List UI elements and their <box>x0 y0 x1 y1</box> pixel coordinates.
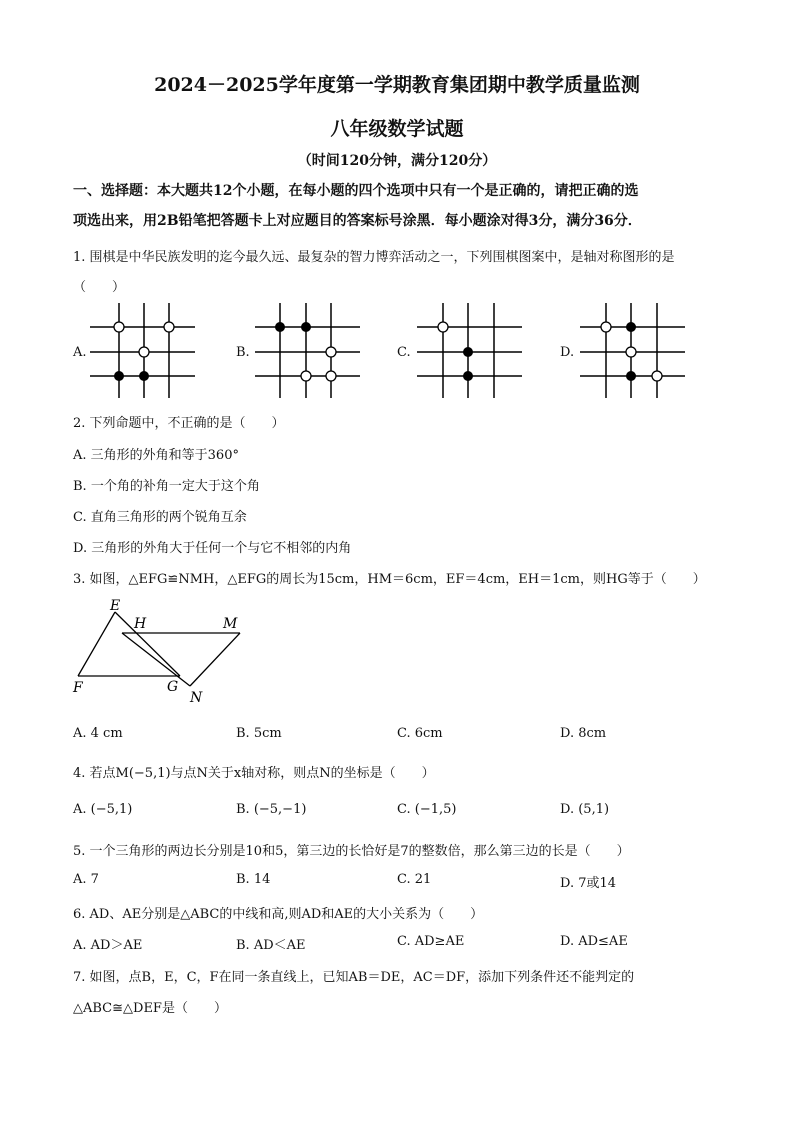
q7-stem-line2: △ABC≅△DEF是（ ） <box>73 1001 227 1016</box>
section1-instructions-line2: 项选出来，用2B铅笔把答题卡上对应题目的答案标号涂黑．每小题涂对得3分，满分36分． <box>73 213 642 229</box>
q5-option-b: B. 14 <box>236 872 271 887</box>
exam-subtitle: 八年级数学试题 <box>330 118 464 140</box>
q4-option-d: D. (5,1) <box>560 802 610 817</box>
q5-option-d: D. 7或14 <box>560 876 617 891</box>
q6-option-d: D. AD≤AE <box>560 934 628 949</box>
q1-option-b-go-board <box>255 300 365 400</box>
q6-stem: 6. AD、AE分别是△ABC的中线和高,则AD和AE的大小关系为（ ） <box>73 907 484 922</box>
q3-option-b: B. 5cm <box>236 726 282 741</box>
q2-option-a: A. 三角形的外角和等于360° <box>73 448 239 463</box>
q3-stem: 3. 如图，△EFG≌NMH，△EFG的周长为15cm，HM＝6cm，EF＝4cm，EH＝1cm，则HG等于（ ） <box>73 572 706 587</box>
q3-label-m: M <box>223 616 238 632</box>
q6-option-c: C. AD≥AE <box>397 934 465 949</box>
q6-option-a: A. AD＞AE <box>73 938 143 953</box>
q1-option-c-go-board <box>417 300 527 400</box>
q5-stem: 5. 一个三角形的两边长分别是10和5，第三边的长恰好是7的整数倍，那么第三边的长是（ ） <box>73 844 630 859</box>
q3-label-n: N <box>190 690 203 706</box>
q3-label-h: H <box>134 616 147 632</box>
exam-title: 2024－2025学年度第一学期教育集团期中教学质量监测 <box>154 74 640 96</box>
time-note: （时间120分钟，满分120分） <box>297 153 497 169</box>
q1-option-c-label: C. <box>397 345 411 360</box>
q1-stem-paren: （ ） <box>73 280 126 295</box>
q1-option-a-go-board <box>90 300 200 400</box>
q1-option-d-label: D. <box>560 345 575 360</box>
q3-option-a: A. 4 cm <box>73 726 123 741</box>
q7-stem: 7. 如图，点B，E，C，F在同一条直线上，已知AB＝DE，AC＝DF，添加下列条件还不能判定的 <box>73 970 635 985</box>
q3-label-g: G <box>167 679 179 695</box>
q1-option-d-go-board <box>580 300 690 400</box>
q2-option-c: C. 直角三角形的两个锐角互余 <box>73 510 247 525</box>
q3-label-f: F <box>73 680 83 696</box>
q4-option-b: B. (−5,−1) <box>236 802 307 817</box>
q1-option-a-label: A. <box>73 345 87 360</box>
q5-option-a: A. 7 <box>73 872 99 887</box>
q3-triangle-figure <box>70 598 260 708</box>
q2-option-d: D. 三角形的外角大于任何一个与它不相邻的内角 <box>73 541 352 556</box>
q5-option-c: C. 21 <box>397 872 432 887</box>
section1-instructions-line1: 一、选择题：本大题共12个小题，在每小题的四个选项中只有一个是正确的，请把正确的选 <box>73 183 639 199</box>
q6-option-b: B. AD＜AE <box>236 938 306 953</box>
q3-label-e: E <box>110 598 121 614</box>
q4-option-a: A. (−5,1) <box>73 802 133 817</box>
q1-option-b-label: B. <box>236 345 250 360</box>
q2-option-b: B. 一个角的补角一定大于这个角 <box>73 479 260 494</box>
q4-option-c: C. (−1,5) <box>397 802 457 817</box>
q4-stem: 4. 若点M(−5,1)与点N关于x轴对称，则点N的坐标是（ ） <box>73 766 435 781</box>
q3-option-d: D. 8cm <box>560 726 607 741</box>
q1-stem: 1. 围棋是中华民族发明的迄今最久远、最复杂的智力博弈活动之一，下列围棋图案中，是轴对称图形的是 <box>73 250 675 265</box>
q3-option-c: C. 6cm <box>397 726 443 741</box>
q2-stem: 2. 下列命题中，不正确的是（ ） <box>73 416 285 431</box>
